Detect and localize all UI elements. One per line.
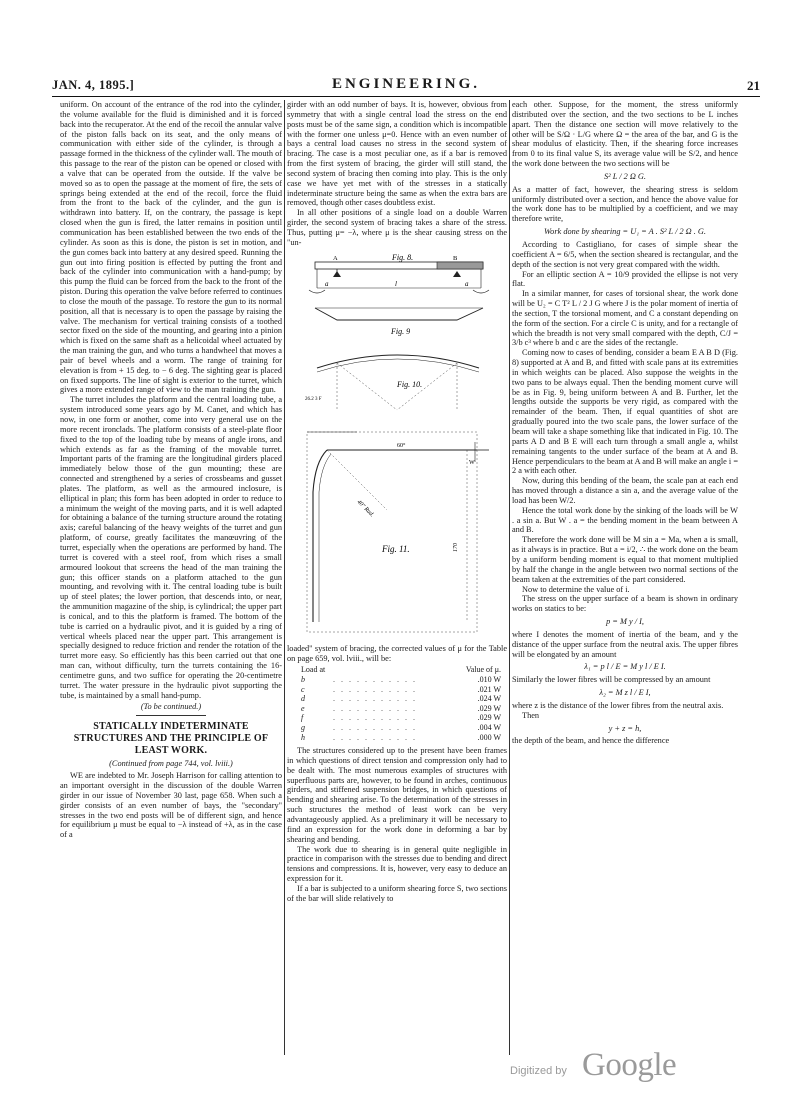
article-paragraph: loaded" system of bracing, the corrected values of μ for the Table on page 659, vol. lviii., will be: [287, 643, 507, 663]
table-cell-value: .029 W [477, 713, 501, 723]
column-1 [60, 100, 282, 1060]
article-paragraph: where I denotes the moment of inertia of the beam, and y the distance of the upper surface from the neutral axis. The upper fibres will be elongated by an amount [512, 629, 738, 659]
table-row: g . . . . . . . . . . . .004 W [287, 723, 507, 733]
table-cell-value: .000 W [477, 732, 501, 742]
table-header-value: Value of μ. [465, 665, 501, 675]
table-row: h . . . . . . . . . . . .000 W [287, 733, 507, 743]
section-subtitle: (Continued from page 744, vol. lviii.) [109, 759, 233, 769]
table-cell-load: g [301, 722, 305, 732]
column-divider-2 [509, 100, 510, 1055]
table-cell-value: .004 W [477, 722, 501, 732]
table-row: f . . . . . . . . . . . .029 W [287, 713, 507, 723]
page-number: 21 [747, 78, 760, 93]
length-l-label: l [395, 279, 397, 288]
mu-values-table [287, 665, 507, 742]
article-paragraph: The stress on the upper surface of a beam is shown in ordinary works on statics to be: [512, 594, 738, 614]
article-paragraph: In all other positions of a single load on a double Warren girder, the second system of bracing takes a share of the stress. Thus, putting μ= −λ, where μ is the shear causing stress on the "un- [287, 208, 507, 247]
table-cell-load: d [301, 694, 305, 704]
table-header-row [287, 665, 507, 675]
table-cell-load: b [301, 674, 305, 684]
digitized-by-text: Digitized by [510, 1065, 567, 1077]
article-paragraph: Hence the total work done by the sinking of the loads will be W . a sin a. But W . a = the bending moment in the beam between A and B. [512, 505, 738, 535]
section-divider [136, 715, 206, 716]
figures-8-9-10 [297, 250, 497, 418]
article-paragraph: each other. Suppose, for the moment, the stress uniformly distributed over the section, and the two sections to be L inches apart. Then the distance one section will move relatively to the other will be S/Ω · L/G where Ω = the area of the bar, and G is the shear modulus of elasticity. Then, if the shearing force increases from 0 to its final value S, its average value will be S/2, and hence the work done between the two sections will be [512, 100, 738, 169]
article-paragraph: The turret includes the platform and the central loading tube, a system introduced some years ago by M. Canet, and which has now, in one form or another, come into very general use on the more recent ironclads. The platform consists of a steel-plate floor fixed to the top of the loading tube by means of angle irons, and which extends as far as the framing of the movable turret. Important parts of the framing are the longitudinal girders placed immediately below those of the gun mounting; these are connected and strengthened by a series of crossbeams and gusset plates. The platform, as well as the armoured inclosure, is elliptical in plan; this form has been adopted in order to reduce to a minimum the weight of the moving parts, and it is well adapted for obtaining a balance of the turning structure around the rotating axis; careful balancing of the heavy weights of the turret and gun platform, of course, greatly facilitates the manœuvring of the turret, especially when the operations are performed by hand. The turret is covered with a steel roof, from which rises a small armoured lookout that screens the head of the man training the gun; this officer stands on a platform attached to the gun mounting, and revolving with it. The central loading tube is built up of steel plates; the lower portion, that descends into, or near, the ammunition magazine of the ship, is cylindrical; the upper part is conical, and to this the platform is framed. The bottom of the tube is carried on a hydraulic pivot, and it is guided by a ring of vertical wheels placed near the upper part. This arrangement is specially designed to reduce friction and render the rotation of the turret more easy. So efficiently has this been carried out that one man can, without difficulty, turn the turrets containing the 16-centimetre guns, and two suffice for operating the 20-centimetre turret. The water pressure in the hydraulic pivot supporting the tube, is maintained by a small hand-pump. [60, 395, 282, 700]
article-paragraph: For an elliptic section A = 10/9 provided the ellipse is not very flat. [512, 269, 738, 289]
article-paragraph: girder with an odd number of bays. It is, however, obvious from symmetry that with a single central load the stress on the end posts must be of the same sign, a condition which is incompatible with the former one unless μ=0. Hence with an even number of bays a central load causes no stress in the second system of bracing. The case is a most peculiar one, as if a bar is removed from the first system of bracing, the girder will still stand, the second system of bracing then coming into play. This is the only case we have yet met with of the stresses in a statically indeterminate structure being the same as when the extra bars are removed, though other cases doubtless exist. [287, 100, 507, 208]
column-3 [512, 100, 738, 1060]
table-row: c . . . . . . . . . . . .021 W [287, 685, 507, 695]
article-paragraph: As a matter of fact, however, the shearing stress is seldom uniformly distributed over a section, and hence the above value for the work done has to be multiplied by a coefficient, and we may therefore write, [512, 184, 738, 224]
table-row: e . . . . . . . . . . . .029 W [287, 704, 507, 714]
fig-11-angle-label: 60° [397, 442, 406, 449]
table-row: b . . . . . . . . . . . .010 W [287, 675, 507, 685]
formula-elongation: λ₁ = p l / E = M y l / E I. [584, 662, 666, 672]
google-logo: Google [582, 1047, 677, 1083]
point-b-label: B [453, 254, 458, 262]
table-cell-load: c [301, 684, 305, 694]
table-row: d . . . . . . . . . . . .024 W [287, 694, 507, 704]
formula-stress: p = M y / I, [606, 617, 644, 627]
article-paragraph: Coming now to cases of bending, consider a beam E A B D (Fig. 8) supported at A and B, and fitted with scale pans at its extremities in which weights can be placed. Also suppose the weights in the two pans to be always equal. Then the bending moment curve will be as in Fig. 9, being uniform between A and B. Further, let the lengths outside the supports be very rigid, as compared with the remainder of the beam. Then, if equal quantities of shot are gradually poured into the two scale pans, the lower surface of the beam will take a shape something like that indicated in Fig. 10. The parts A D and B E will each turn through a small angle a, whilst remaining tangents to the under surface of the beam at A and B. Hence perpendiculars to the beam at A and B will make an angle i = 2 a with each other. [512, 348, 738, 476]
publication-title: ENGINEERING. [331, 76, 481, 92]
fig-8-label: Fig. 8. [392, 252, 414, 262]
fig-9-label: Fig. 9 [391, 326, 411, 336]
continued-note: (To be continued.) [140, 702, 202, 712]
table-cell-value: .021 W [477, 684, 501, 694]
article-paragraph: where z is the distance of the lower fibres from the neutral axis. [512, 700, 724, 710]
fig-11-label: Fig. 11. [382, 543, 410, 554]
formula-shear-work-coefficient: Work done by shearing = U₁ = A . S² L / 2 Ω . G. [544, 227, 706, 237]
article-paragraph: According to Castigliano, for cases of simple shear the coefficient A = 6/5, when the section sheared is rectangular, and the depth of the section is not very great compared with the width. [512, 239, 738, 269]
article-paragraph: Now, during this bending of the beam, the scale pan at each end has moved through a distance a sin a, and the average value of the load has been W/2. [512, 476, 738, 505]
column-divider-1 [284, 100, 285, 1055]
article-paragraph: uniform. On account of the entrance of the rod into the cylinder, the volume available for the fluid is diminished and it is forced back into the recuperator. At the end of the recoil the annular valve of the piston falls back on its seat, and the only means of communication with either side of the cylinder, is through a passage formed in the thickness of the cylinder wall. The mouth of this passage to the rear of the piston can be opened or closed with a valve that can be operated from the outside. If the valve be moved so as to open the passage at the moment of fire, the sets of springs being extended at the end of the recoil, force the fluid from the front to the back of the cylinder, and the gun is withdrawn into battery. If, on the contrary, the passage is kept closed when the gun is fired, the latter remains in position until communication has been established between the two ends of the cylinder. As soon as this is done, the piston is set in motion, and the gun comes back into battery at any desired speed. Running the gun out into firing position is effected by putting the front and back of the cylinder into communication with a hand-pump; by this pump the fluid can be forced from the back to the front of the piston. During this operation the valve before referred to continues to close the mouth of the passage. To restore the gun to its normal position, all that is necessary is to open the passage by raising the valve. The mechanism for vertical training consists of a toothed sector fixed on the side of the mounting, and gearing into a pinion which is fixed on the same shaft as a helicoidal wheel actuated by the man training the gun, and who turns a handwheel that moves a pair of bevel wheels and a worm. The range of training for elevation is from + 15 deg. to − 6 deg. The sighting gear is placed on fixed supports. The line of sight is exterior to the turret, which gives a more extended range of view to the man training the gun. [60, 100, 282, 395]
table-cell-value: .010 W [477, 674, 501, 684]
fig-9-diagram [315, 308, 483, 320]
formula-shear-work: S² L / 2 Ω G. [604, 171, 646, 181]
table-cell-value: .029 W [477, 703, 501, 713]
fig-10-label: Fig. 10. [397, 379, 423, 389]
article-paragraph: WE are indebted to Mr. Joseph Harrison for calling attention to an important oversight in the discussion of the double Warren girder in our issue of November 30 last, page 658. When such a girder consists of an even number of bays, the "secondary" stresses in the two end posts will be of different sign, and hence for equilibrium μ must be equal to −λ instead of +λ, as in the case of a [60, 771, 282, 840]
page-header [52, 78, 760, 98]
table-cell-value: .024 W [477, 694, 501, 704]
article-paragraph: In a similar manner, for cases of torsional shear, the work done will be U₂ = C T² L / 2 J G where J is the polar moment of inertia of the section, T the torsional moment, and C a constant depending on the form of the section. For a circle C is unity, and for a rectangle of which the breadth is not very small compared with the depth, C/J = 3/b c³ where b and c are the sides of the rectangle. [512, 289, 738, 348]
fig-10-scale-note: 26.2 3 F [305, 396, 322, 402]
formula-compression: λ₂ = M z l / E I, [599, 688, 651, 698]
table-header-load: Load at [301, 665, 326, 675]
table-cell-load: h [301, 732, 305, 742]
distance-a-right-label: a [465, 279, 469, 288]
column-2 [287, 100, 507, 1060]
fig-11-height-label: 170 [453, 542, 459, 552]
article-paragraph: If a bar is subjected to a uniform shearing force S, two sections of the bar will slide relatively to [287, 883, 507, 903]
fig-11-diagram [297, 422, 497, 640]
fig-11-radius-label: 40" Rad. [355, 498, 375, 519]
table-cell-load: f [301, 713, 304, 723]
article-paragraph: the depth of the beam, and hence the difference [512, 736, 670, 746]
issue-date: JAN. 4, 1895.] [52, 78, 135, 92]
section-title: STATICALLY INDETERMINATE STRUCTURES AND THE PRINCIPLE OF LEAST WORK. [73, 721, 269, 757]
article-paragraph: Now to determine the value of i. [522, 584, 630, 594]
header-rule [52, 96, 760, 97]
digitized-by-google-watermark [510, 1048, 750, 1084]
distance-a-left-label: a [325, 279, 329, 288]
fig-11-weight-label: W [469, 459, 475, 466]
article-paragraph: Similarly the lower fibres will be compressed by an amount [512, 675, 711, 685]
formula-depth: y + z = h, [608, 723, 642, 733]
table-cell-load: e [301, 703, 305, 713]
article-paragraph: Therefore the work done will be M sin a = Ma, when a is small, as it always is in practice. But a = i/2, ∴ the work done on the beam by a uniform bending moment is equal to that moment multiplied by half the change in the angle between two normal sections of the beam taken at the extremities of the part considered. [512, 535, 738, 584]
article-paragraph: Then [522, 710, 540, 720]
point-a-label: A [333, 254, 338, 262]
article-paragraph: The work due to shearing is in general quite negligible in practice in comparison with the stresses due to bending and direct tensions and compressions. It is, however, very easy to deduce an expression for it. [287, 844, 507, 884]
fig-8-diagram [309, 262, 489, 293]
article-paragraph: The structures considered up to the present have been frames in which questions of direct tension and compression only had to be dealt with. The most numerous examples of structures with superfluous parts are, however, to be found in arches, continuous girders, and stiffened suspension bridges, in which questions of bending and shearing arise. To the determination of the stresses in such structures the method of least work can be very advantageously applied. As a preliminary it will be necessary to find an expression for the work done in deforming a bar by shearing and bending. [287, 746, 507, 844]
